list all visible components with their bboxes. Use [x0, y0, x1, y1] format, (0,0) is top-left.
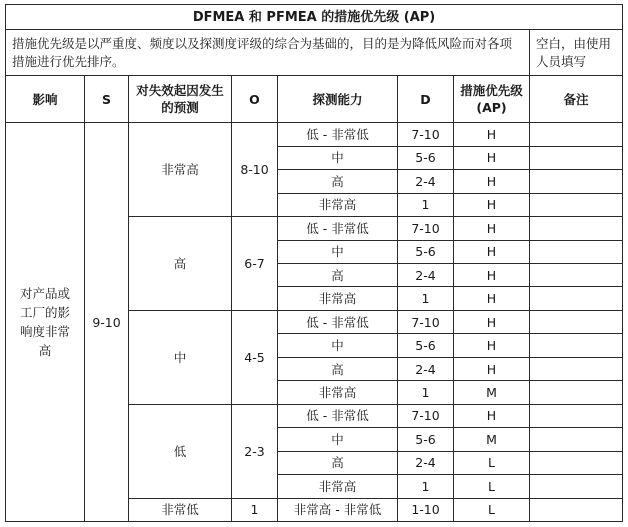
remark-cell [530, 146, 623, 169]
occurrence-range-cell: 1 [232, 498, 278, 521]
ap-cell: L [454, 498, 530, 521]
ap-cell: H [454, 240, 530, 263]
occurrence-range-cell: 2-3 [232, 404, 278, 498]
detection-cell: 非常高 [278, 193, 398, 216]
ap-cell: H [454, 146, 530, 169]
occurrence-prediction-cell: 中 [129, 310, 232, 404]
remark-cell [530, 451, 623, 474]
d-value-cell: 2-4 [398, 170, 454, 193]
detection-cell: 中 [278, 428, 398, 451]
header-effect: 影响 [6, 76, 85, 123]
d-value-cell: 7-10 [398, 404, 454, 427]
ap-cell: H [454, 193, 530, 216]
occurrence-range-cell: 4-5 [232, 310, 278, 404]
detection-cell: 低 - 非常低 [278, 123, 398, 146]
occurrence-prediction-cell: 高 [129, 217, 232, 311]
detection-cell: 非常高 [278, 381, 398, 404]
remark-cell [530, 263, 623, 286]
detection-cell: 低 - 非常低 [278, 310, 398, 333]
detection-cell: 非常高 - 非常低 [278, 498, 398, 521]
occurrence-range-cell: 8-10 [232, 123, 278, 217]
remark-cell [530, 334, 623, 357]
remark-cell [530, 217, 623, 240]
detection-cell: 低 - 非常低 [278, 404, 398, 427]
ap-cell: H [454, 217, 530, 240]
header-s: S [85, 76, 129, 123]
remark-cell [530, 428, 623, 451]
header-d: D [398, 76, 454, 123]
d-value-cell: 2-4 [398, 263, 454, 286]
d-value-cell: 2-4 [398, 451, 454, 474]
remark-cell [530, 381, 623, 404]
ap-cell: M [454, 381, 530, 404]
header-o: O [232, 76, 278, 123]
ap-cell: M [454, 428, 530, 451]
ap-cell: L [454, 451, 530, 474]
d-value-cell: 5-6 [398, 240, 454, 263]
detection-cell: 中 [278, 334, 398, 357]
detection-cell: 高 [278, 357, 398, 380]
d-value-cell: 1-10 [398, 498, 454, 521]
d-value-cell: 1 [398, 287, 454, 310]
remark-cell [530, 475, 623, 498]
ap-cell: H [454, 263, 530, 286]
ap-cell: H [454, 357, 530, 380]
ap-cell: H [454, 334, 530, 357]
ap-cell: H [454, 170, 530, 193]
d-value-cell: 7-10 [398, 123, 454, 146]
detection-cell: 中 [278, 240, 398, 263]
remark-cell [530, 240, 623, 263]
blank-note: 空白，由使用人员填写 [530, 30, 623, 76]
d-value-cell: 1 [398, 381, 454, 404]
remark-cell [530, 357, 623, 380]
header-occurrence-prediction: 对失效起因发生的预测 [129, 76, 232, 123]
d-value-cell: 5-6 [398, 428, 454, 451]
d-value-cell: 2-4 [398, 357, 454, 380]
ap-cell: L [454, 475, 530, 498]
occurrence-range-cell: 6-7 [232, 217, 278, 311]
ap-cell: H [454, 287, 530, 310]
detection-cell: 高 [278, 170, 398, 193]
ap-table [5, 4, 623, 522]
detection-cell: 高 [278, 263, 398, 286]
d-value-cell: 1 [398, 475, 454, 498]
remark-cell [530, 193, 623, 216]
detection-cell: 非常高 [278, 475, 398, 498]
ap-cell: H [454, 310, 530, 333]
table-row [6, 123, 623, 146]
header-detection: 探测能力 [278, 76, 398, 123]
d-value-cell: 1 [398, 193, 454, 216]
table-description: 措施优先级是以严重度、频度以及探测度评级的综合为基础的，目的是为降低风险而对各项措施进行优先排序。 [6, 30, 530, 76]
remark-cell [530, 123, 623, 146]
ap-cell: H [454, 123, 530, 146]
remark-cell [530, 287, 623, 310]
occurrence-prediction-cell: 低 [129, 404, 232, 498]
occurrence-prediction-cell: 非常低 [129, 498, 232, 521]
header-remarks: 备注 [530, 76, 623, 123]
effect-cell: 对产品或工厂的影响度非常高 [6, 123, 85, 522]
table-title: DFMEA 和 PFMEA 的措施优先级 (AP) [6, 5, 623, 30]
remark-cell [530, 404, 623, 427]
ap-cell: H [454, 404, 530, 427]
d-value-cell: 5-6 [398, 146, 454, 169]
occurrence-prediction-cell: 非常高 [129, 123, 232, 217]
severity-cell: 9-10 [85, 123, 129, 522]
d-value-cell: 7-10 [398, 310, 454, 333]
header-ap: 措施优先级(AP) [454, 76, 530, 123]
remark-cell [530, 498, 623, 521]
remark-cell [530, 310, 623, 333]
d-value-cell: 7-10 [398, 217, 454, 240]
remark-cell [530, 170, 623, 193]
d-value-cell: 5-6 [398, 334, 454, 357]
detection-cell: 低 - 非常低 [278, 217, 398, 240]
detection-cell: 高 [278, 451, 398, 474]
detection-cell: 非常高 [278, 287, 398, 310]
detection-cell: 中 [278, 146, 398, 169]
